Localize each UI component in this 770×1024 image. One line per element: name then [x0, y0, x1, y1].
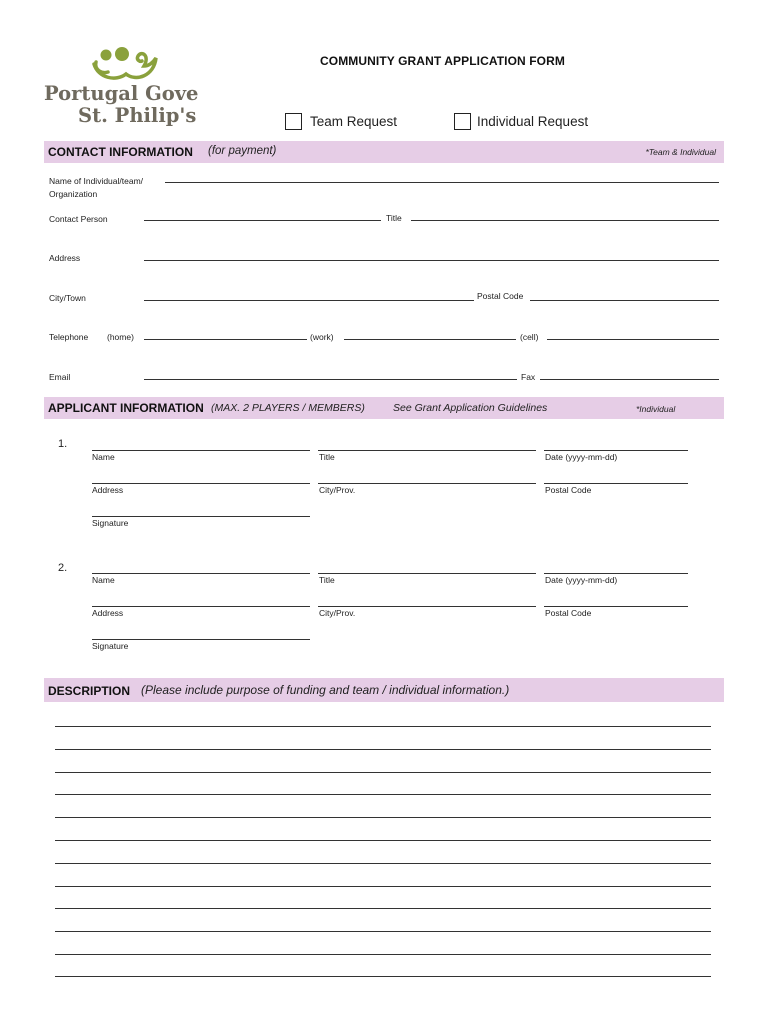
applicant-2-name-label: Name: [92, 575, 115, 585]
applicant-1-address-label: Address: [92, 485, 124, 495]
description-section-header: [44, 678, 724, 702]
description-line[interactable]: [55, 794, 711, 795]
description-line[interactable]: [55, 817, 711, 818]
applicant-2-city-label: City/Prov.: [319, 608, 356, 618]
applicant-1-date-field[interactable]: [544, 450, 688, 451]
contact-section-subtitle: (for payment): [208, 145, 277, 157]
applicant-section-title: APPLICANT INFORMATION: [48, 401, 204, 415]
applicant-1-name-field[interactable]: [92, 450, 310, 451]
applicant-2-date-label: Date (yyyy-mm-dd): [545, 575, 618, 585]
applicant-1-city-label: City/Prov.: [319, 485, 356, 495]
individual-request-checkbox[interactable]: [454, 113, 471, 130]
applicant-1-postal-label: Postal Code: [545, 485, 592, 495]
individual-request-label: Individual Request: [477, 114, 589, 129]
logo-line-2: St. Philip's: [78, 104, 197, 127]
applicant-2-signature-label: Signature: [92, 641, 129, 651]
home-phone-field[interactable]: [144, 339, 307, 340]
applicant-1-title-label: Title: [319, 452, 335, 462]
applicant-2-name-field[interactable]: [92, 573, 310, 574]
contact-person-label: Contact Person: [49, 214, 108, 224]
postal-code-label: Postal Code: [477, 291, 524, 301]
applicant-2-address-label: Address: [92, 608, 124, 618]
applicant-2-address-field[interactable]: [92, 606, 310, 607]
form-title: COMMUNITY GRANT APPLICATION FORM: [320, 54, 565, 68]
fax-label: Fax: [521, 372, 536, 382]
description-line[interactable]: [55, 931, 711, 932]
applicant-2-date-field[interactable]: [544, 573, 688, 574]
applicant-2-signature-field[interactable]: [92, 639, 310, 640]
address-label: Address: [49, 253, 81, 263]
city-field[interactable]: [144, 300, 474, 301]
contact-title-label: Title: [386, 213, 402, 223]
description-line[interactable]: [55, 863, 711, 864]
cell-phone-field[interactable]: [547, 339, 719, 340]
applicant-2-city-field[interactable]: [318, 606, 536, 607]
applicant-2-postal-field[interactable]: [544, 606, 688, 607]
name-org-label-line-2: Organization: [49, 189, 98, 199]
name-org-field[interactable]: [165, 182, 719, 183]
applicant-section-header: [44, 397, 724, 419]
address-field[interactable]: [144, 260, 719, 261]
applicant-1-signature-label: Signature: [92, 518, 129, 528]
name-org-label: [49, 175, 143, 201]
work-phone-label: (work): [310, 332, 334, 342]
contact-section-note: *Team & Individual: [645, 147, 716, 157]
applicant-1-signature-field[interactable]: [92, 516, 310, 517]
applicant-1-postal-field[interactable]: [544, 483, 688, 484]
description-lines[interactable]: [55, 702, 711, 992]
contact-section-header: [44, 141, 724, 163]
logo-line-1: Portugal Gove: [44, 82, 199, 105]
applicant-1-date-label: Date (yyyy-mm-dd): [545, 452, 618, 462]
team-request-label: Team Request: [310, 114, 398, 129]
applicant-2-postal-label: Postal Code: [545, 608, 592, 618]
applicant-2-title-field[interactable]: [318, 573, 536, 574]
applicant-1-title-field[interactable]: [318, 450, 536, 451]
description-line[interactable]: [55, 749, 711, 750]
description-line[interactable]: [55, 976, 711, 977]
applicant-1-number: 1.: [58, 438, 68, 450]
applicant-1-address-field[interactable]: [92, 483, 310, 484]
logo-mark-icon: [92, 44, 160, 84]
team-request-checkbox[interactable]: [285, 113, 302, 130]
cell-phone-label: (cell): [520, 332, 539, 342]
name-org-label-line-1: Name of Individual/team/: [49, 176, 144, 186]
applicant-1-name-label: Name: [92, 452, 115, 462]
fax-field[interactable]: [540, 379, 719, 380]
description-line[interactable]: [55, 954, 711, 955]
work-phone-field[interactable]: [344, 339, 516, 340]
contact-title-field[interactable]: [411, 220, 719, 221]
city-label: City/Town: [49, 293, 86, 303]
email-field[interactable]: [144, 379, 517, 380]
description-line[interactable]: [55, 886, 711, 887]
postal-code-field[interactable]: [530, 300, 719, 301]
email-label: Email: [49, 372, 71, 382]
telephone-label: Telephone: [49, 332, 89, 342]
contact-person-field[interactable]: [144, 220, 381, 221]
applicant-guideline-note: See Grant Application Guidelines: [393, 402, 548, 414]
description-line[interactable]: [55, 726, 711, 727]
contact-section-title: CONTACT INFORMATION: [48, 145, 193, 159]
description-section-subtitle: (Please include purpose of funding and team / individual information.): [141, 683, 510, 697]
applicant-section-subtitle: (MAX. 2 PLAYERS / MEMBERS): [211, 402, 365, 414]
description-line[interactable]: [55, 908, 711, 909]
home-phone-label: (home): [107, 332, 134, 342]
applicant-section-note: *Individual: [636, 404, 676, 414]
description-section-title: DESCRIPTION: [48, 684, 131, 698]
applicant-2-number: 2.: [58, 562, 68, 574]
applicant-2-title-label: Title: [319, 575, 335, 585]
logo: [44, 44, 199, 128]
description-line[interactable]: [55, 840, 711, 841]
description-line[interactable]: [55, 772, 711, 773]
applicant-1-city-field[interactable]: [318, 483, 536, 484]
